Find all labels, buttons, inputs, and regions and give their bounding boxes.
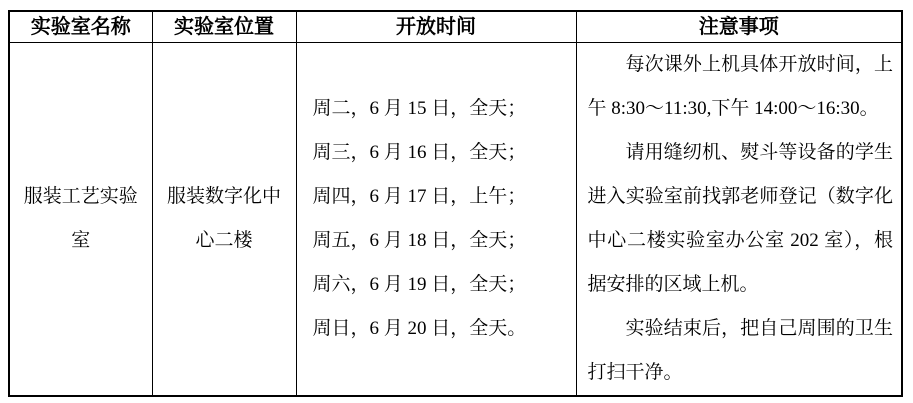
note-paragraph: 每次课外上机具体开放时间，上午 8:30～11:30,下午 14:00～16:30。 <box>587 53 893 119</box>
header-lab-location: 实验室位置 <box>152 11 296 42</box>
table-row <box>9 42 902 396</box>
lab-schedule-table <box>8 10 903 397</box>
cell-lab-location: 服装数字化中心二楼 <box>152 42 296 396</box>
header-row <box>9 11 902 42</box>
cell-lab-name: 服装工艺实验室 <box>9 42 152 396</box>
open-time-line: 周六，6 月 19 日，全天； <box>312 273 527 295</box>
cell-notes <box>576 42 902 396</box>
open-time-line: 周三，6 月 16 日，全天； <box>312 141 527 163</box>
cell-open-times <box>296 42 576 396</box>
open-time-line: 周五，6 月 18 日，全天； <box>312 229 527 251</box>
note-paragraph: 实验结束后，把自己周围的卫生打扫干净。 <box>587 317 893 383</box>
header-lab-name: 实验室名称 <box>9 11 152 42</box>
open-time-line: 周日，6 月 20 日，全天。 <box>312 317 527 339</box>
header-open-times: 开放时间 <box>296 11 576 42</box>
header-notes: 注意事项 <box>576 11 902 42</box>
note-paragraph: 请用缝纫机、熨斗等设备的学生进入实验室前找郭老师登记（数字化中心二楼实验室办公室 202 室），根据安排的区域上机。 <box>587 141 893 295</box>
open-time-line: 周四，6 月 17 日，上午； <box>312 185 527 207</box>
open-time-line: 周二，6 月 15 日，全天； <box>312 97 527 119</box>
